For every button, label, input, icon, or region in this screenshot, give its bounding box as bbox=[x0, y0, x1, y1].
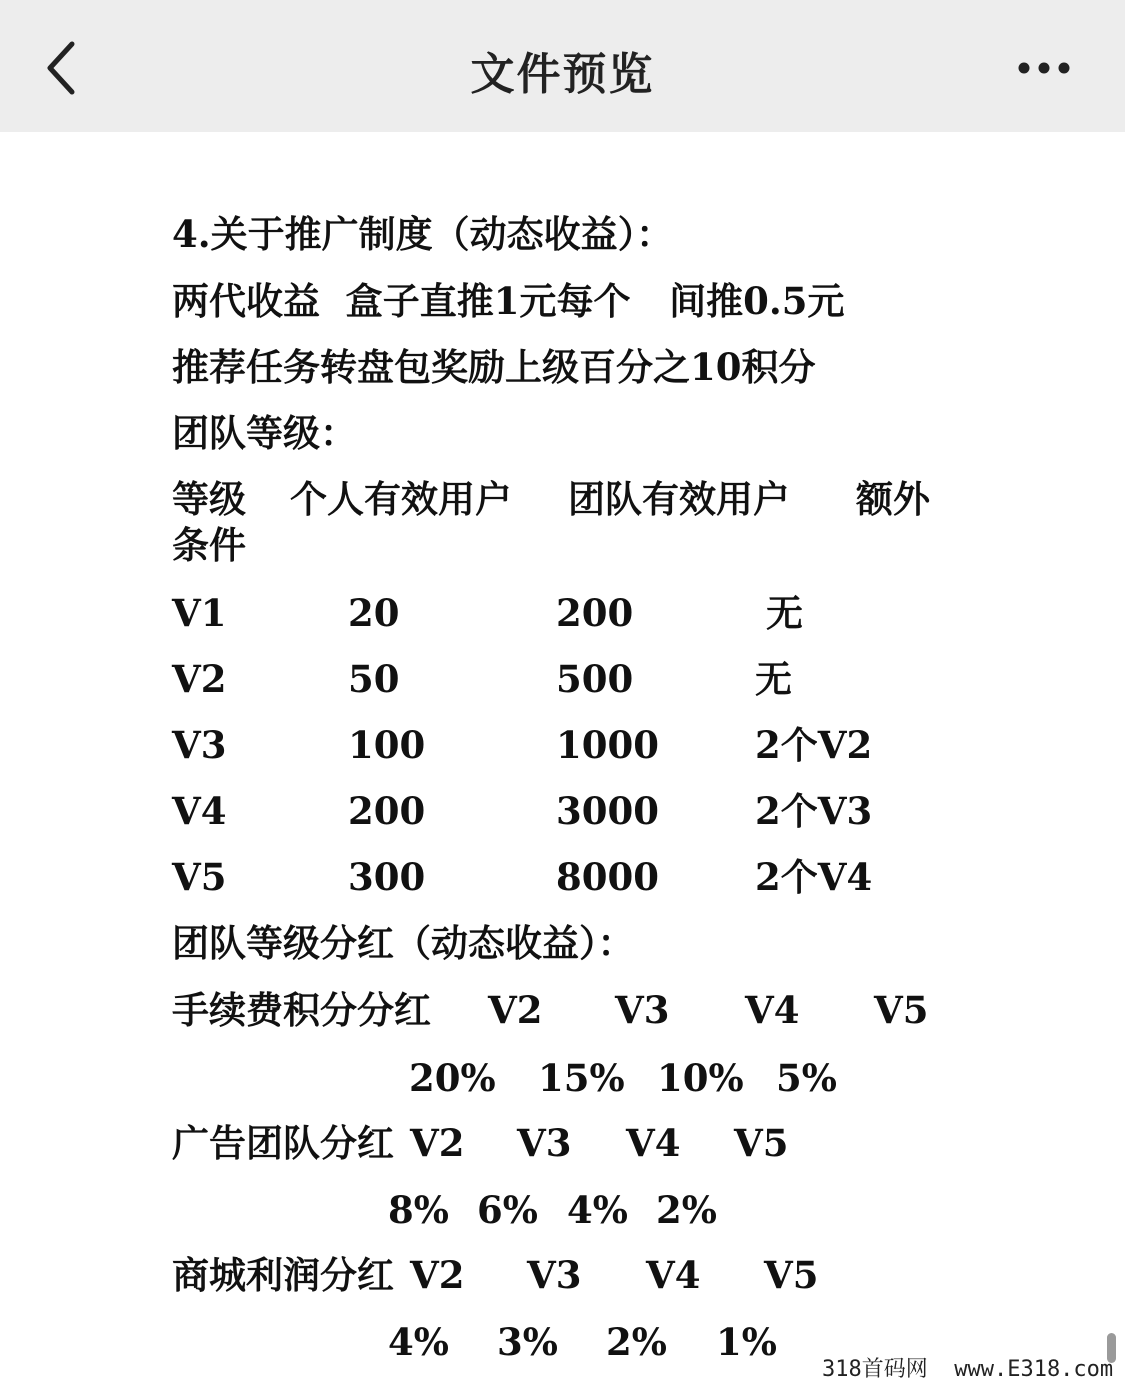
team-level-title: 团队等级： bbox=[172, 411, 357, 455]
more-horizontal-icon bbox=[1012, 50, 1076, 86]
extra-condition-cell: 无 bbox=[755, 657, 792, 701]
top-nav-bar bbox=[0, 0, 1125, 132]
section-heading: 4.关于推广制度（动态收益）： bbox=[172, 212, 674, 256]
table-header-cell: 条件 bbox=[172, 523, 246, 567]
mall-percent: 4% bbox=[388, 1320, 449, 1364]
watermark: 318首码网 www.E318.com bbox=[822, 1357, 1114, 1382]
fee-percent: 20% bbox=[409, 1056, 496, 1100]
mall-level: V4 bbox=[646, 1253, 701, 1297]
mall-percent: 1% bbox=[716, 1320, 777, 1364]
team-users-cell: 1000 bbox=[556, 723, 659, 767]
ad-level: V4 bbox=[626, 1121, 681, 1165]
team-users-cell: 3000 bbox=[556, 789, 659, 833]
level-cell: V3 bbox=[172, 723, 227, 767]
level-cell: V1 bbox=[172, 591, 227, 635]
mall-level: V5 bbox=[764, 1253, 819, 1297]
personal-users-cell: 100 bbox=[348, 723, 426, 767]
mall-level: V2 bbox=[410, 1253, 465, 1297]
ad-level: V2 bbox=[410, 1121, 465, 1165]
fee-percent: 15% bbox=[538, 1056, 625, 1100]
extra-condition-cell: 无 bbox=[766, 591, 803, 635]
more-button[interactable] bbox=[1012, 50, 1076, 86]
level-cell: V2 bbox=[172, 657, 227, 701]
extra-condition-cell: 2个V3 bbox=[755, 789, 873, 833]
fee-dividend-label: 手续费积分分红 bbox=[172, 988, 431, 1032]
personal-users-cell: 50 bbox=[348, 657, 400, 701]
fee-percent: 10% bbox=[657, 1056, 744, 1100]
fee-level: V5 bbox=[874, 988, 929, 1032]
personal-users-cell: 300 bbox=[348, 855, 426, 899]
mall-level: V3 bbox=[527, 1253, 582, 1297]
team-users-cell: 200 bbox=[556, 591, 634, 635]
page-title: 文件预览 bbox=[470, 49, 655, 100]
extra-condition-cell: 2个V2 bbox=[755, 723, 873, 767]
ad-percent: 6% bbox=[477, 1188, 538, 1232]
ad-level: V3 bbox=[517, 1121, 572, 1165]
ad-percent: 8% bbox=[388, 1188, 449, 1232]
table-header-cell: 等级 bbox=[172, 477, 246, 521]
dividend-title: 团队等级分红（动态收益）： bbox=[172, 921, 635, 965]
mall-percent: 2% bbox=[606, 1320, 667, 1364]
mall-dividend-label: 商城利润分红 bbox=[172, 1253, 394, 1297]
fee-percent: 5% bbox=[776, 1056, 837, 1100]
fee-level: V4 bbox=[745, 988, 800, 1032]
personal-users-cell: 200 bbox=[348, 789, 426, 833]
ad-percent: 2% bbox=[656, 1188, 717, 1232]
ad-dividend-label: 广告团队分红 bbox=[172, 1121, 394, 1165]
team-users-cell: 8000 bbox=[556, 855, 659, 899]
level-cell: V4 bbox=[172, 789, 227, 833]
table-header-cell: 额外 bbox=[856, 477, 930, 521]
personal-users-cell: 20 bbox=[348, 591, 400, 635]
level-cell: V5 bbox=[172, 855, 227, 899]
mall-percent: 3% bbox=[497, 1320, 558, 1364]
extra-condition-cell: 2个V4 bbox=[755, 855, 873, 899]
two-generation-income: 两代收益 盒子直推1元每个 间推0.5元 bbox=[172, 279, 845, 323]
ad-level: V5 bbox=[734, 1121, 789, 1165]
task-reward-line: 推荐任务转盘包奖励上级百分之10积分 bbox=[172, 345, 816, 389]
team-users-cell: 500 bbox=[556, 657, 634, 701]
fee-level: V3 bbox=[615, 988, 670, 1032]
fee-level: V2 bbox=[488, 988, 543, 1032]
table-header-cell: 团队有效用户 bbox=[568, 477, 790, 521]
ad-percent: 4% bbox=[567, 1188, 628, 1232]
table-header-cell: 个人有效用户 bbox=[290, 477, 512, 521]
